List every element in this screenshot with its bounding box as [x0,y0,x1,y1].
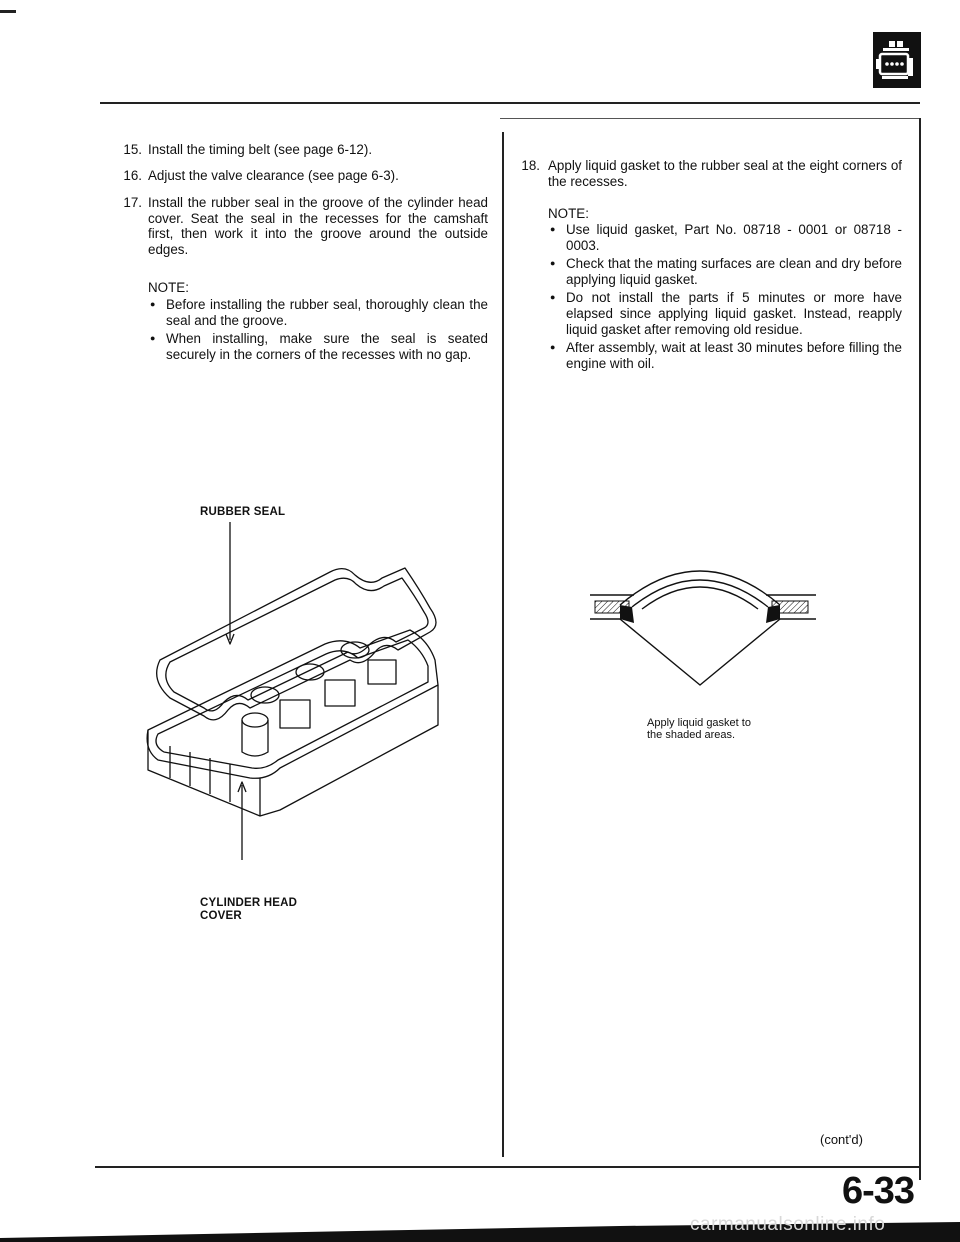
cylinder-head-cover-label-2: COVER [200,910,242,922]
step-15-number: 15. [123,142,142,157]
continued-label: (cont'd) [820,1132,863,1147]
gasket-caption-2: the shaded areas. [647,729,736,741]
left-note-label: NOTE: [148,280,189,295]
right-note-item: ● After assembly, wait at least 30 minutes before filling the engine with oil. [548,340,902,371]
left-note-item: ● When installing, make sure the seal is seated securely in the corners of the recesses with no gap. [148,331,488,362]
frame-top [500,118,921,119]
right-note-item: ● Do not install the parts if 5 minutes or more have elapsed since applying liquid gasket. Instead, reapply liquid gasket after removing old residue. [548,290,902,337]
column-divider [502,132,504,1157]
rubber-seal-diagram [130,520,460,865]
step-18-text: Apply liquid gasket to the rubber seal at the eight corners of the recesses. [548,158,902,189]
right-note-item: ● Check that the mating surfaces are clean and dry before applying liquid gasket. [548,256,902,287]
step-18-number: 18. [521,158,540,173]
right-note-list [548,222,902,374]
gasket-corner-diagram [590,545,830,695]
step-15-text: Install the timing belt (see page 6-12). [148,142,373,157]
page-number: 6-33 [842,1170,915,1212]
corner-mark [0,10,16,13]
footer-rule [95,1166,921,1168]
header-rule [100,102,920,104]
frame-right [919,118,921,1180]
step-16-text: Adjust the valve clearance (see page 6-3). [148,168,399,183]
engine-section-icon [873,32,921,88]
step-16-number: 16. [123,168,142,183]
gasket-caption-1: Apply liquid gasket to [647,717,751,729]
step-17-number: 17. [123,195,142,210]
right-note-item: ● Use liquid gasket, Part No. 08718 - 0001 or 08718 - 0003. [548,222,902,253]
rubber-seal-label: RUBBER SEAL [200,506,286,518]
left-note-item: ● Before installing the rubber seal, thoroughly clean the seal and the groove. [148,297,488,328]
cylinder-head-cover-label-1: CYLINDER HEAD [200,897,298,909]
right-note-label: NOTE: [548,206,589,221]
left-note-list [148,297,488,365]
watermark: carmanualsonline.info [690,1214,886,1235]
step-17-text: Install the rubber seal in the groove of the cylinder head cover. Seat the seal in the recesses for the camshaft first, then work it into the groove around the outside edges. [148,195,488,257]
